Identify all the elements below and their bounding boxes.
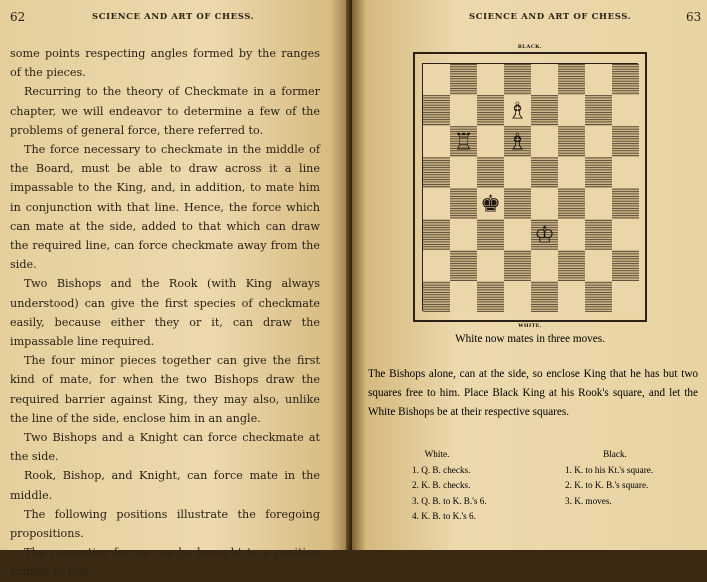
- running-head: SCIENCE AND ART OF CHESS.: [92, 12, 255, 22]
- light-square: [531, 250, 558, 281]
- black-move: 3. K. moves.: [565, 495, 612, 506]
- light-square: [612, 95, 639, 126]
- paragraph: The four minor pieces together can give the first kind of mate, for when the two Bishops draw the required barrier against King, they may also, unlike the line of the side, enclose him in an angle.: [10, 354, 320, 425]
- white-bishop-icon: ♗: [507, 129, 528, 156]
- dark-square: [450, 250, 477, 281]
- light-square: [585, 250, 612, 281]
- diagram-caption: White now mates in three moves.: [455, 333, 605, 345]
- light-square: [585, 126, 612, 157]
- light-square: [477, 126, 504, 157]
- dark-square: [558, 250, 585, 281]
- white-rook-icon: ♖: [453, 129, 474, 156]
- light-square: [477, 250, 504, 281]
- black-move: 2. K. to K. B.'s square.: [565, 480, 649, 490]
- right-paragraph: The Bishops alone, can at the side, so enclose King that he has but two squares free to him. Place Black King at his Rook's square, and let the White Bishops be at their respective squares.: [368, 368, 698, 419]
- light-square: [558, 157, 585, 188]
- light-square: [531, 126, 558, 157]
- black-moves: [565, 447, 705, 509]
- paragraph: The force necessary to checkmate in the middle of the Board, must be able to draw across it a line impassable to the King, and, in addition, to mate him in conjunction with that line. Hence, the force which can mate at the side, added to that which can draw the required line, can force checkmate away from the side.: [10, 143, 320, 272]
- dark-square: [558, 188, 585, 219]
- white-moves: [412, 447, 542, 525]
- light-square: [423, 188, 450, 219]
- dark-square: [504, 188, 531, 219]
- dark-square: [585, 281, 612, 312]
- diagram-bottom-label: WHITE.: [518, 323, 542, 329]
- dark-square: [531, 281, 558, 312]
- light-square: [585, 188, 612, 219]
- dark-square: [585, 157, 612, 188]
- light-square: [423, 250, 450, 281]
- light-square: [558, 281, 585, 312]
- dark-square: [450, 64, 477, 95]
- light-square: [450, 219, 477, 250]
- dark-square: [423, 95, 450, 126]
- paragraph: The following positions illustrate the foregoing propositions.: [10, 507, 320, 541]
- light-square: [504, 219, 531, 250]
- paragraph: Rook, Bishop, and Knight, can force mate in the middle.: [10, 469, 320, 502]
- light-square: [558, 219, 585, 250]
- light-square: [504, 281, 531, 312]
- running-head: SCIENCE AND ART OF CHESS.: [469, 12, 632, 22]
- dark-square: [531, 157, 558, 188]
- light-square: [450, 281, 477, 312]
- paragraph: some points respecting angles formed by the ranges of the pieces.: [10, 47, 320, 80]
- light-square: [450, 95, 477, 126]
- diagram-top-label: BLACK.: [518, 44, 542, 50]
- white-bishop-icon: ♗: [507, 98, 528, 125]
- dark-square: [477, 157, 504, 188]
- dark-square: [423, 219, 450, 250]
- light-square: [531, 64, 558, 95]
- paragraph: The respective forces can be brought to a position similar to this.: [10, 546, 320, 579]
- white-header: White.: [424, 449, 450, 459]
- white-move: 3. Q. B. to K. B.'s 6.: [412, 495, 487, 506]
- dark-square: [612, 126, 639, 157]
- chess-board: [422, 63, 638, 311]
- dark-square: [423, 157, 450, 188]
- light-square: [585, 64, 612, 95]
- white-move: 1. Q. B. checks.: [412, 464, 471, 475]
- paragraph: Two Bishops and the Rook (with King always understood) can give the first species of checkmate easily, because either they or it, can draw the impassable line required.: [10, 277, 320, 349]
- dark-square: [558, 64, 585, 95]
- dark-square: [504, 250, 531, 281]
- black-header: Black.: [603, 449, 627, 459]
- light-square: [423, 126, 450, 157]
- dark-square: [423, 281, 450, 312]
- black-move: 1. K. to his Kt.'s square.: [565, 464, 654, 475]
- white-move: 2. K. B. checks.: [412, 480, 471, 490]
- light-square: [558, 95, 585, 126]
- chess-diagram: [413, 44, 647, 329]
- paragraph: Recurring to the theory of Checkmate in a former chapter, we will endeavor to determine a few of the problems of general force, there referred to.: [10, 85, 320, 137]
- light-square: [423, 64, 450, 95]
- light-square: [531, 188, 558, 219]
- white-move: 4. K. B. to K.'s 6.: [412, 511, 476, 521]
- dark-square: [504, 64, 531, 95]
- left-page-text: [10, 44, 320, 582]
- left-page: [0, 0, 352, 579]
- black-king-icon: ♚: [480, 191, 501, 218]
- dark-square: [612, 188, 639, 219]
- light-square: [612, 281, 639, 312]
- dark-square: [585, 95, 612, 126]
- dark-square: [477, 281, 504, 312]
- light-square: [612, 157, 639, 188]
- dark-square: [531, 95, 558, 126]
- dark-square: [558, 126, 585, 157]
- paragraph: Two Bishops and a Knight can force checkmate at the side.: [10, 431, 320, 464]
- light-square: [612, 219, 639, 250]
- white-king-icon: ♔: [534, 222, 555, 249]
- dark-square: [450, 188, 477, 219]
- page-number: 62: [10, 10, 26, 24]
- dark-square: [612, 64, 639, 95]
- dark-square: [612, 250, 639, 281]
- dark-square: [477, 219, 504, 250]
- light-square: [504, 157, 531, 188]
- diagram-frame: [413, 52, 647, 322]
- chess-board-squares: [423, 64, 639, 312]
- page-number: 63: [686, 10, 702, 24]
- light-square: [477, 64, 504, 95]
- dark-square: [477, 95, 504, 126]
- dark-square: [585, 219, 612, 250]
- light-square: [450, 157, 477, 188]
